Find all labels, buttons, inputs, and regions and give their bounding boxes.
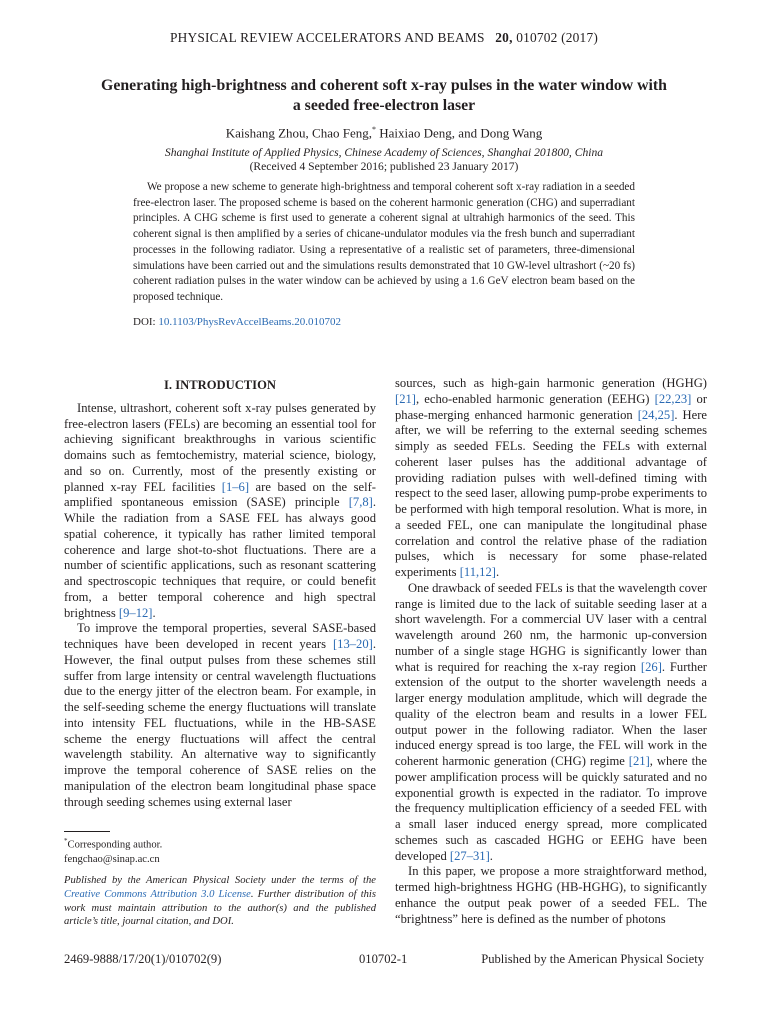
article-number: 010702 (2017)	[516, 30, 599, 45]
volume-number: 20,	[495, 30, 513, 45]
footnote-divider	[64, 831, 110, 832]
footer-issn: 2469-9888/17/20(1)/010702(9)	[64, 952, 222, 966]
text-run: . Further extension of the output to the shorter wavelength needs a larger energy modulation amplitude, which will degrade the quality of the electron beam and results in a lower FEL output power in the following radiator. When the laser induced energy spread is too large, the FEL will work in the coherent harmonic generation (CHG) regime	[395, 659, 707, 768]
abstract	[133, 180, 635, 306]
author-list	[0, 125, 768, 141]
footnote-email[interactable]: fengchao@sinap.ac.cn	[64, 853, 160, 865]
text-run: . While the radiation from a SASE FEL has always good spatial coherence, it typically has rather limited temporal coherence and large shot-to-shot fluctuations. There are a number of scientific applications, such as resonant scattering and spectroscopic techniques that require, or could benefit from, a better temporal coherence and high spectral brightness	[64, 495, 376, 620]
text-run: . However, the final output pulses from these schemes still suffer from large intensity or central wavelength fluctuations due to the energy jitter of the electron beam. For example, in the self-seeding scheme the energy fluctuations will translate into intensity FEL fluctuations, while in the HB-SASE scheme the energy fluctuations will affect the central wavelength stability. An alternative way to significantly improve the temporal coherence of SASE relies on the manipulation of the electron beam longitudinal phase space through seeding schemes using external laser	[64, 637, 376, 809]
authors-part-1: Kaishang Zhou, Chao Feng,	[225, 125, 372, 141]
footnote-label: Corresponding author.	[67, 839, 163, 851]
doi-label: DOI:	[133, 316, 156, 328]
citation-link[interactable]: [22,23]	[654, 391, 692, 406]
right-column	[395, 376, 707, 927]
intro-paragraph-4: In this paper, we propose a more straightforward method, termed high-brightness HGHG (HB-HGHG), to significantly enhance the output peak power of a seeded FEL. The “brightness” here is defined as the number of photons	[395, 864, 707, 926]
citation-link[interactable]: [21]	[628, 754, 650, 768]
citation-link[interactable]: [27–31]	[449, 848, 490, 863]
footnote-mark: *	[64, 837, 68, 845]
citation-link[interactable]: [24,25]	[637, 407, 675, 422]
text-run: , where the power amplification process will be quickly saturated and no exponential growth is expected in the radiator. To improve the frequency multiplication efficiency of a seeded FEL with a small laser induced energy spread, more complicated schemes such as cascaded HGHG or EEHG have been developed	[395, 754, 707, 863]
text-run: or phase-merging enhanced harmonic generation	[395, 391, 708, 422]
doi-link[interactable]: 10.1103/PhysRevAccelBeams.20.010702	[158, 316, 341, 328]
citation-link[interactable]: [13–20]	[332, 637, 373, 651]
footer-page-number: 010702-1	[359, 952, 408, 966]
text-run: .	[495, 565, 500, 579]
text-run: Published by the American Physical Society under the terms of the	[64, 875, 376, 886]
text-run: sources, such as high-gain harmonic generation (HGHG)	[395, 376, 707, 390]
authors-part-2: Haixiao Deng, and Dong Wang	[376, 125, 543, 141]
license-text	[64, 874, 376, 929]
license-link[interactable]: Creative Commons Attribution 3.0 License	[64, 888, 251, 900]
text-run: Intense, ultrashort, coherent soft x-ray pulses generated by free-electron lasers (FELs) are becoming an essential tool for achieving significant breakthroughs in various scientific domains such as femtochemistry, material science, biology, and so on. Currently, most of the presently existing or planned x-ray FEL facilities	[64, 400, 376, 494]
received-dates: (Received 4 September 2016; published 23 January 2017)	[249, 160, 519, 173]
journal-name: PHYSICAL REVIEW ACCELERATORS AND BEAMS	[169, 30, 485, 45]
text-run: are based on the self-amplified spontaneous emission (SASE) principle	[64, 479, 376, 510]
text-run: . Further distribution of this work must maintain attribution to the author(s) and the published article’s title, journal citation, and DOI.	[64, 888, 376, 928]
doi-line	[133, 316, 341, 328]
citation-link[interactable]: [1–6]	[221, 479, 250, 494]
intro-paragraph-2-continued	[395, 376, 707, 581]
text-run: .	[152, 605, 156, 620]
intro-paragraph-3	[395, 581, 707, 865]
citation-link[interactable]: [21]	[395, 391, 416, 406]
running-header	[0, 30, 768, 46]
footer-publisher: Published by the American Physical Society	[481, 952, 704, 966]
license-notice	[64, 874, 376, 929]
text-run: , echo-enabled harmonic generation (EEHG)	[415, 391, 655, 406]
affiliation: Shanghai Institute of Applied Physics, Chinese Academy of Sciences, Shanghai 201800, China	[164, 146, 604, 159]
article-title: Generating high-brightness and coherent soft x-ray pulses in the water window with a seeded free-electron laser	[101, 77, 667, 114]
left-column	[64, 376, 376, 810]
text-run: . Here after, we will be referring to the external seeding schemes simply as seeded FELs. Seeding the FELs with external coherent laser pulses has the additional advantage of providing radiation pulses with well-defined timing with respect to the seed laser, allowing pump-probe experiments to be performed with high temporal resolution. What is more, in a seeded FEL, one can manipulate the longitudinal phase correlation and control the relative phase of the radiation pulses, which is necessary for some phase-related experiments	[395, 407, 707, 579]
corresponding-author-mark[interactable]: *	[372, 125, 376, 134]
text-run: To improve the temporal properties, several SASE-based techniques have been developed in recent years	[64, 621, 376, 651]
abstract-text: We propose a new scheme to generate high-brightness and temporal coherent soft x-ray radiation in a seeded free-electron laser. The proposed scheme is based on the coherent harmonic generation (CHG) and superradiant principles. A CHG scheme is first used to generate a coherent signal at ultrahigh harmonics of the seed. This coherent signal is then amplified by a series of chicane-undulator modules via the fresh bunch and superradiant processes in the following radiator. Using a representative of a realistic set of parameters, three-dimensional simulations have been carried out and the simulations results demonstrated that 10 GW-level ultrashort (~20 fs) coherent radiation pulses in the water window can be achieved by using a 1.6 GeV electron beam based on the proposed technique.	[133, 181, 635, 303]
citation-link[interactable]: [7,8]	[348, 495, 373, 510]
intro-paragraph-1	[64, 401, 376, 622]
section-heading: I. INTRODUCTION	[164, 378, 276, 392]
intro-paragraph-2	[64, 621, 376, 810]
text-run: .	[489, 848, 493, 863]
citation-link[interactable]: [9–12]	[118, 605, 153, 620]
footnote-text	[64, 834, 376, 853]
citation-link[interactable]: [11,12]	[459, 565, 496, 579]
footnote	[64, 834, 376, 867]
text-run: One drawback of seeded FELs is that the wavelength cover range is limited due to the lack of suitable seeding laser at a short wavelength. For a commercial UV laser with a central wavelength around 260 nm, the harmonic up-conversion number of a single stage HGHG is significantly lower than what is required for reaching the x-ray region	[395, 580, 707, 674]
citation-link[interactable]: [26]	[640, 659, 662, 674]
